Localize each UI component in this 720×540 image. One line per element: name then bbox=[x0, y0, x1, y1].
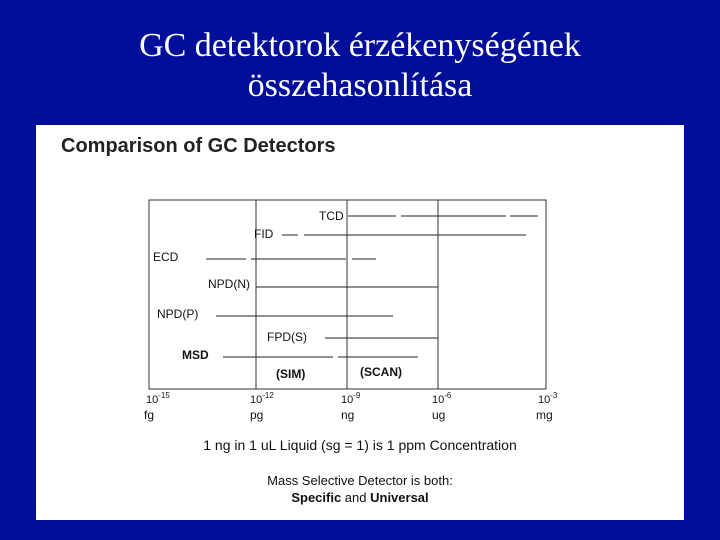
axis-tick-fg bbox=[144, 391, 170, 422]
label-npd-p: NPD(P) bbox=[157, 307, 199, 321]
caption-msd: Mass Selective Detector is both: bbox=[267, 473, 453, 488]
tick-exponent: -3 bbox=[550, 391, 558, 400]
tick-base: 10 bbox=[250, 394, 263, 406]
svg-text:10-6 bbox=[432, 391, 452, 406]
axis-tick-pg bbox=[250, 391, 274, 422]
svg-text:10-9 bbox=[341, 391, 361, 406]
label-sim: (SIM) bbox=[276, 367, 306, 381]
svg-text:10-12 bbox=[250, 391, 274, 406]
svg-text:10-3 bbox=[538, 391, 558, 406]
tick-exponent: -9 bbox=[353, 391, 361, 400]
detector-chart bbox=[36, 125, 684, 520]
tick-unit: pg bbox=[250, 408, 264, 422]
tick-base: 10 bbox=[146, 394, 159, 406]
caption-specific-universal bbox=[36, 490, 684, 505]
label-scan: (SCAN) bbox=[360, 365, 402, 379]
figure-panel bbox=[36, 125, 684, 520]
axis-tick-mg bbox=[536, 391, 558, 422]
svg-text:10-15 bbox=[146, 391, 170, 406]
slide-title-line-2: összehasonlítása bbox=[247, 67, 473, 104]
label-msd: MSD bbox=[182, 348, 209, 362]
slide-title bbox=[0, 26, 720, 106]
tick-unit: ug bbox=[432, 408, 446, 422]
caption-concentration: 1 ng in 1 uL Liquid (sg = 1) is 1 ppm Concentration bbox=[203, 437, 517, 453]
slide-title-line-1: GC detektorok érzékenységének bbox=[139, 27, 581, 64]
tick-base: 10 bbox=[432, 394, 445, 406]
label-ecd: ECD bbox=[153, 250, 179, 264]
label-fid: FID bbox=[254, 227, 274, 241]
caption-and: and bbox=[341, 490, 371, 505]
tick-unit: fg bbox=[144, 408, 155, 422]
caption-specific: Specific bbox=[291, 490, 342, 505]
tick-unit: mg bbox=[536, 408, 553, 422]
axis-tick-ug bbox=[432, 391, 452, 422]
tick-exponent: -12 bbox=[262, 391, 274, 400]
axis-tick-ng bbox=[341, 391, 361, 422]
label-fpd-s: FPD(S) bbox=[267, 330, 307, 344]
figure-title: Comparison of GC Detectors bbox=[61, 135, 336, 157]
tick-base: 10 bbox=[538, 394, 551, 406]
caption-universal: Universal bbox=[370, 490, 429, 505]
tick-unit: ng bbox=[341, 408, 355, 422]
label-npd-n: NPD(N) bbox=[208, 277, 250, 291]
tick-exponent: -15 bbox=[158, 391, 170, 400]
label-tcd: TCD bbox=[319, 209, 344, 223]
tick-exponent: -6 bbox=[444, 391, 452, 400]
tick-base: 10 bbox=[341, 394, 354, 406]
